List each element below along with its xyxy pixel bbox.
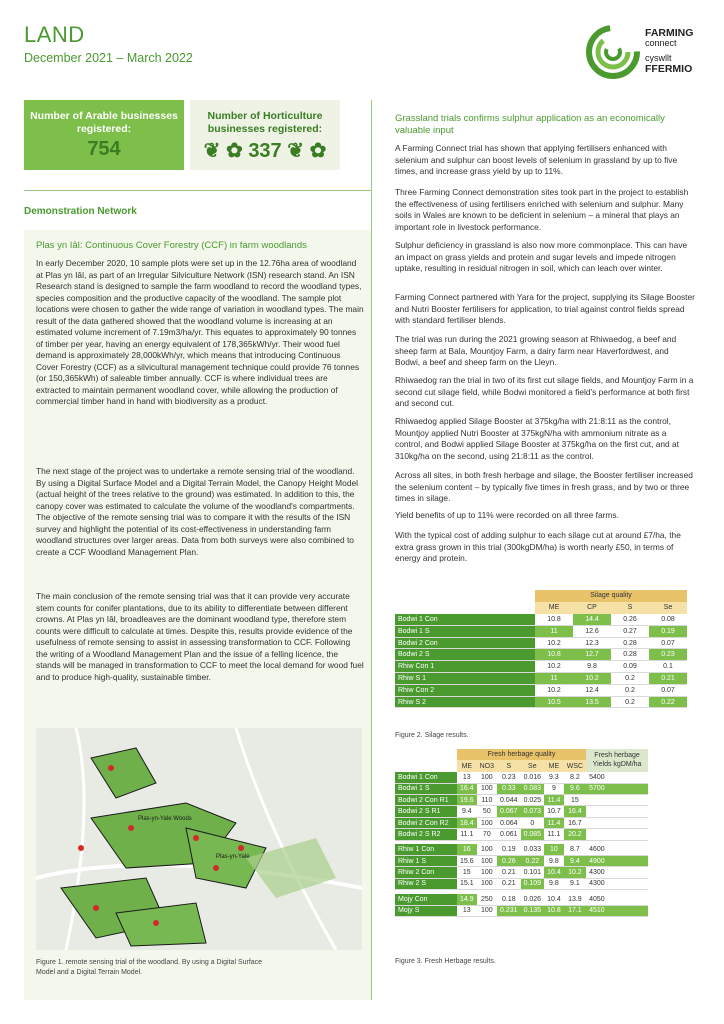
horticulture-stat-box bbox=[190, 100, 340, 170]
table-cell: 70 bbox=[477, 829, 497, 840]
table-cell: 13.9 bbox=[564, 894, 586, 905]
table-corner bbox=[395, 590, 535, 602]
arable-stat-box bbox=[24, 100, 184, 170]
table-row bbox=[395, 614, 687, 626]
table-cell: 0.135 bbox=[521, 905, 545, 916]
column-header: S bbox=[497, 760, 521, 771]
table-cell: 16.4 bbox=[457, 783, 477, 794]
table-cell: 0.085 bbox=[521, 829, 545, 840]
table-cell: 100 bbox=[477, 867, 497, 878]
column-header: ME bbox=[544, 760, 564, 771]
yield-cell bbox=[586, 806, 648, 817]
farming-connect-logo bbox=[585, 24, 705, 80]
map-label-woods: Plas-yn-Yale Woods bbox=[138, 816, 192, 822]
table-cell: 0.2 bbox=[611, 673, 649, 685]
table-row bbox=[395, 894, 648, 905]
yield-cell: 4510 bbox=[586, 905, 648, 916]
table-cell: 0.016 bbox=[521, 772, 545, 783]
page-title: LAND bbox=[24, 22, 85, 47]
figure-1-caption: Figure 1. remote sensing trial of the woodland. By using a Digital Surface Model and a Digital Terrain Model. bbox=[36, 959, 263, 976]
flower-icon: ✿ bbox=[309, 140, 327, 162]
table-cell: 100 bbox=[477, 772, 497, 783]
row-label: Bodwi 1 Con bbox=[395, 614, 535, 626]
table-cell: 0.025 bbox=[521, 795, 545, 806]
table-cell: 0.083 bbox=[521, 783, 545, 794]
section-heading: Demonstration Network bbox=[24, 206, 137, 217]
silage-quality-table bbox=[395, 590, 687, 708]
article-paragraph: A Farming Connect trial has shown that applying fertilisers enhanced with selenium and sulphur can boost levels of selenium in grassland by up to five times, and increase grass yield by up to 11%. bbox=[395, 143, 678, 176]
silage-group-header: Silage quality bbox=[535, 590, 687, 602]
table-cell: 10.7 bbox=[544, 806, 564, 817]
left-divider bbox=[24, 190, 371, 191]
table-row bbox=[395, 673, 687, 685]
horticulture-stat-label: Number of Horticulture businesses registered: bbox=[207, 110, 323, 135]
table-row bbox=[395, 844, 648, 855]
table-cell: 11.4 bbox=[544, 817, 564, 828]
yield-cell bbox=[586, 817, 648, 828]
table-cell: 100 bbox=[477, 878, 497, 889]
table-cell: 0.231 bbox=[497, 905, 521, 916]
table-cell: 13.5 bbox=[573, 696, 611, 708]
page-date: December 2021 – March 2022 bbox=[24, 51, 193, 65]
table-cell: 10 bbox=[544, 844, 564, 855]
column-header: Se bbox=[521, 760, 545, 771]
table-cell: 250 bbox=[477, 894, 497, 905]
yield-cell: 4050 bbox=[586, 894, 648, 905]
table-cell: 0.21 bbox=[649, 673, 687, 685]
table-cell: 10.4 bbox=[544, 867, 564, 878]
table-cell: 9.8 bbox=[544, 856, 564, 867]
table-cell: 8.7 bbox=[564, 844, 586, 855]
table-cell: 16.7 bbox=[564, 817, 586, 828]
article-paragraph: The next stage of the project was to undertake a remote sensing trial of the woodland. By using a Digital Surface Model and a Digital Terrain Model, the Canopy Height Model (actual height of the trees relative to the ground) was estimated. In addition to this, the canopy cover was estimated to calculate the volume of the woodland's compartments. The objective of the remote sensing trial was to compare it with the results of the ISN survey and highlight the potential of its cost-effectiveness in understanding farm woodland structures over larger areas. Data from both surveys were also combined to create a CCF Woodland Management Plan. bbox=[36, 466, 358, 557]
table-cell: 9.3 bbox=[544, 772, 564, 783]
row-label: Bodwi 2 Con R1 bbox=[395, 795, 457, 806]
table-row bbox=[395, 905, 648, 916]
table-cell: 9.4 bbox=[457, 806, 477, 817]
table-cell: 18.4 bbox=[457, 817, 477, 828]
logo-swirl-icon bbox=[585, 24, 641, 80]
table-cell: 10.2 bbox=[535, 661, 573, 673]
table-row bbox=[395, 817, 648, 828]
table-cell: 14.4 bbox=[573, 614, 611, 626]
table-cell: 15 bbox=[457, 867, 477, 878]
table-cell: 10.4 bbox=[544, 894, 564, 905]
row-label: Rhiw 2 Con bbox=[395, 867, 457, 878]
table-cell: 8.2 bbox=[564, 772, 586, 783]
table-cell: 0.064 bbox=[497, 817, 521, 828]
table-cell: 9 bbox=[544, 783, 564, 794]
table-cell: 10.2 bbox=[535, 684, 573, 696]
table-cell: 0.09 bbox=[611, 661, 649, 673]
yield-cell: 5700 bbox=[586, 783, 648, 794]
article-paragraph: The main conclusion of the remote sensing trial was that it can provide very accurate stem counts for conifer plantations, due to its ability to differentiate between different crowns. At Plas yn Iâl, broadleaves are the dominant woodland type, therefore stem counts were difficult to calculate at times. Despite this, results provide evidence of the usefulness of remote sensing to assist in assessing transformation to CCF. Following the writing of a Woodland Management Plan and the issue of a felling licence, the stands will be managed in transformation to CCF to meet the local demand for wood fuel and to produce high-quality, sustainable timber. bbox=[36, 591, 364, 682]
article-paragraph: Yield benefits of up to 11% were recorded on all three farms. bbox=[395, 510, 619, 520]
table-cell: 9.6 bbox=[564, 783, 586, 794]
yield-cell: 4300 bbox=[586, 867, 648, 878]
figure-3-caption: Figure 3. Fresh Herbage results. bbox=[395, 958, 496, 965]
article-subheading: Plas yn Iâl: Continuous Cover Forestry (CCF) in farm woodlands bbox=[36, 240, 307, 251]
arable-stat-value: 754 bbox=[87, 138, 121, 160]
table-cell: 12.4 bbox=[573, 684, 611, 696]
column-divider bbox=[371, 100, 372, 1000]
table-cell: 0.28 bbox=[611, 649, 649, 661]
table-cell: 19.6 bbox=[457, 795, 477, 806]
arable-stat-label: Number of Arable businesses registered: bbox=[30, 110, 178, 135]
table-cell: 10.2 bbox=[573, 673, 611, 685]
table-cell: 0.061 bbox=[497, 829, 521, 840]
woodland-map-graphic bbox=[36, 728, 362, 950]
table-cell: 15.6 bbox=[457, 856, 477, 867]
table-cell: 0.08 bbox=[649, 614, 687, 626]
table-cell: 9.4 bbox=[564, 856, 586, 867]
flower-icon: ✿ bbox=[225, 140, 243, 162]
table-row bbox=[395, 783, 648, 794]
row-label: Bodwi 2 S R1 bbox=[395, 806, 457, 817]
row-label: Bodwi 1 S bbox=[395, 783, 457, 794]
table-row bbox=[395, 795, 648, 806]
table-cell: 15.1 bbox=[457, 878, 477, 889]
table-cell: 0.19 bbox=[497, 844, 521, 855]
row-label: Mojy Con bbox=[395, 894, 457, 905]
table-cell: 13 bbox=[457, 772, 477, 783]
table-corner bbox=[395, 602, 535, 614]
table-corner bbox=[395, 760, 457, 771]
article-paragraph: In early December 2020, 10 sample plots were set up in the 12.76ha area of woodland at Plas yn Iâl, as part of an Irregular Silviculture Network (ISN) research stand. An ISN Research stand is designed to sample the farm woodland to record the woodland types, species composition and the productive capacity of the woodland. The sample plot locations were chosen to gather the wide range of variation in woodland types. The main result of the data gathered showed that the woodland volume is increasing at an estimated volume increment of 7.19m3/ha/yr. This equates to approximately 90 tonnes of timber per year, having an energy equivalent of 178,365kWh/yr. Their wood fuel demand is approximately 28,000kWh/yr, which means that introducing Continuous Cover Forestry (CCF) as a silvicultural management technique could provide 76 tonnes (or 150,365kWh) of saleable timber annually. CCF is where individual trees are extracted to maintain permanent woodland cover, while allowing the production of commercial timber hand in hand with biodiversity as a product. bbox=[36, 258, 364, 406]
table-row bbox=[395, 878, 648, 889]
table-cell: 15 bbox=[564, 795, 586, 806]
table-cell: 11 bbox=[535, 625, 573, 637]
figure-2-caption: Figure 2. Silage results. bbox=[395, 732, 469, 739]
table-cell: 12.3 bbox=[573, 637, 611, 649]
row-label: Rhiw 2 S bbox=[395, 878, 457, 889]
table-row bbox=[395, 856, 648, 867]
article-paragraph: The trial was run during the 2021 growing season at Rhiwaedog, a beef and sheep farm at Bala, Mountjoy Farm, a dairy farm near Haverfordwest, and Bodwi, a beef and sheep farm on the Lleyn. bbox=[395, 334, 677, 367]
table-cell: 0.21 bbox=[497, 878, 521, 889]
table-row bbox=[395, 806, 648, 817]
table-row bbox=[395, 661, 687, 673]
table-row bbox=[395, 684, 687, 696]
article-paragraph: With the typical cost of adding sulphur to each silage cut at around £7/ha, the extra grass grown in this trial (300kgDM/ha) is worth nearly £50, in terms of energy and protein. bbox=[395, 530, 681, 563]
article-paragraph: Across all sites, in both fresh herbage and silage, the Booster fertiliser increased the selenium content – by typically five times in fresh grass, and by two or three times in silage. bbox=[395, 470, 693, 503]
map-label-estate: Plas-yn-Yale bbox=[216, 854, 250, 860]
table-cell: 0.07 bbox=[649, 637, 687, 649]
logo-line-2: connect bbox=[645, 38, 677, 48]
table-row bbox=[395, 696, 687, 708]
yield-cell bbox=[586, 829, 648, 840]
table-cell: 13 bbox=[457, 905, 477, 916]
table-cell: 0.2 bbox=[611, 696, 649, 708]
table-cell: 12.7 bbox=[573, 649, 611, 661]
table-cell: 12.6 bbox=[573, 625, 611, 637]
table-cell: 10.8 bbox=[535, 614, 573, 626]
logo-line-4: FFERMIO bbox=[645, 63, 693, 75]
row-label: Bodwi 2 Con bbox=[395, 637, 535, 649]
table-cell: 100 bbox=[477, 844, 497, 855]
table-cell: 0.26 bbox=[497, 856, 521, 867]
table-cell: 17.1 bbox=[564, 905, 586, 916]
fresh-herbage-table bbox=[395, 749, 648, 917]
woodland-map bbox=[36, 728, 362, 950]
table-cell: 10.2 bbox=[535, 637, 573, 649]
row-label: Rhiw 1 S bbox=[395, 856, 457, 867]
table-row bbox=[395, 625, 687, 637]
table-cell: 14.9 bbox=[457, 894, 477, 905]
column-header: S bbox=[611, 602, 649, 614]
table-cell: 0.22 bbox=[649, 696, 687, 708]
table-cell: 0.1 bbox=[649, 661, 687, 673]
column-header: WSC bbox=[564, 760, 586, 771]
table-cell: 0.067 bbox=[497, 806, 521, 817]
table-cell: 0.044 bbox=[497, 795, 521, 806]
table-row bbox=[395, 829, 648, 840]
table-cell: 0.23 bbox=[649, 649, 687, 661]
table-cell: 0.101 bbox=[521, 867, 545, 878]
table-corner bbox=[395, 749, 457, 760]
table-cell: 0.2 bbox=[611, 684, 649, 696]
table-cell: 11.1 bbox=[457, 829, 477, 840]
row-label: Mojy S bbox=[395, 905, 457, 916]
seedling-icon: ❦ bbox=[287, 140, 305, 162]
table-cell: 10.8 bbox=[535, 649, 573, 661]
seedling-icon: ❦ bbox=[203, 140, 221, 162]
herbage-group-header: Fresh herbage quality bbox=[457, 749, 586, 760]
table-cell: 100 bbox=[477, 817, 497, 828]
table-cell: 100 bbox=[477, 783, 497, 794]
row-label: Bodwi 2 S R2 bbox=[395, 829, 457, 840]
article-paragraph: Farming Connect partnered with Yara for the project, supplying its Silage Booster and Nutri Booster fertilisers for application, to trial against control fields spread with standard fertiliser blends. bbox=[395, 292, 695, 325]
table-cell: 0 bbox=[521, 817, 545, 828]
column-header: CP bbox=[573, 602, 611, 614]
table-cell: 0.109 bbox=[521, 878, 545, 889]
table-row bbox=[395, 867, 648, 878]
table-row bbox=[395, 637, 687, 649]
table-row bbox=[395, 772, 648, 783]
horticulture-stat-value: 337 bbox=[248, 140, 282, 162]
yield-cell: 5400 bbox=[586, 772, 648, 783]
column-header: ME bbox=[535, 602, 573, 614]
yield-cell: 4300 bbox=[586, 878, 648, 889]
table-cell: 0.21 bbox=[497, 867, 521, 878]
table-cell: 100 bbox=[477, 905, 497, 916]
table-cell: 0.26 bbox=[611, 614, 649, 626]
table-cell: 110 bbox=[477, 795, 497, 806]
yield-cell bbox=[586, 795, 648, 806]
article-heading: Grassland trials confirms sulphur application as an economically valuable input bbox=[395, 113, 665, 136]
logo-line-1: FARMING bbox=[645, 27, 694, 39]
column-header: Se bbox=[649, 602, 687, 614]
table-cell: 0.07 bbox=[649, 684, 687, 696]
table-cell: 0.19 bbox=[649, 625, 687, 637]
table-cell: 11.1 bbox=[544, 829, 564, 840]
table-cell: 0.22 bbox=[521, 856, 545, 867]
row-label: Rhiw Con 1 bbox=[395, 661, 535, 673]
column-header: NO3 bbox=[477, 760, 497, 771]
logo-line-3: cyswllt bbox=[645, 53, 672, 63]
table-cell: 20.2 bbox=[564, 829, 586, 840]
table-cell: 0.18 bbox=[497, 894, 521, 905]
table-cell: 9.1 bbox=[564, 878, 586, 889]
table-cell: 100 bbox=[477, 856, 497, 867]
article-paragraph: Rhiwaedog applied Silage Booster at 375kg/ha with 21:8:11 as the control, Mountjoy applied Nutri Booster at 375kgN/ha with ammonium nitrate as a control, and Bodwi applied Silage Booster at 375kg/ha on the first cut, and at 310kg/ha on the second, using 21:8:11 as the control. bbox=[395, 416, 680, 461]
table-cell: 11.4 bbox=[544, 795, 564, 806]
article-paragraph: Three Farming Connect demonstration sites took part in the project to establish the effectiveness of using fertilisers enriched with selenium and sulphur. Many soils in Wales are known to be deficient in selenium – a mineral that plays an important role in livestock performance. bbox=[395, 187, 689, 232]
row-label: Bodwi 1 S bbox=[395, 625, 535, 637]
row-label: Bodwi 1 Con bbox=[395, 772, 457, 783]
article-paragraph: Rhiwaedog ran the trial in two of its first cut silage fields, and Mountjoy Farm in a second cut silage field, while Bodwi monitored a field's performance at both first and second cut. bbox=[395, 375, 694, 408]
table-cell: 0.23 bbox=[497, 772, 521, 783]
horticulture-stat-row bbox=[190, 138, 340, 163]
table-cell: 0.27 bbox=[611, 625, 649, 637]
yield-cell: 4900 bbox=[586, 856, 648, 867]
table-cell: 0.28 bbox=[611, 637, 649, 649]
table-cell: 10.2 bbox=[564, 867, 586, 878]
table-cell: 0.33 bbox=[497, 783, 521, 794]
row-label: Rhiw 1 Con bbox=[395, 844, 457, 855]
row-label: Rhiw S 2 bbox=[395, 696, 535, 708]
row-label: Rhiw S 1 bbox=[395, 673, 535, 685]
table-cell: 0.073 bbox=[521, 806, 545, 817]
table-row bbox=[395, 649, 687, 661]
table-cell: 50 bbox=[477, 806, 497, 817]
table-cell: 9.8 bbox=[544, 878, 564, 889]
table-cell: 16 bbox=[457, 844, 477, 855]
row-label: Bodwi 2 Con R2 bbox=[395, 817, 457, 828]
row-label: Rhiw Con 2 bbox=[395, 684, 535, 696]
table-cell: 10.5 bbox=[535, 696, 573, 708]
table-cell: 9.8 bbox=[573, 661, 611, 673]
yield-header: Fresh herbage Yields kgDM/ha bbox=[586, 749, 648, 772]
table-cell: 11 bbox=[535, 673, 573, 685]
yield-cell: 4600 bbox=[586, 844, 648, 855]
table-cell: 10.8 bbox=[544, 905, 564, 916]
table-cell: 0.033 bbox=[521, 844, 545, 855]
article-paragraph: Sulphur deficiency in grassland is also now more commonplace. This can have an impact on grass yields and protein and sugar levels and impede nitrogen uptake, resulting in residual nitrogen in soil, which can leach over winter. bbox=[395, 240, 688, 273]
table-cell: 16.4 bbox=[564, 806, 586, 817]
row-label: Bodwi 2 S bbox=[395, 649, 535, 661]
table-cell: 0.026 bbox=[521, 894, 545, 905]
column-header: ME bbox=[457, 760, 477, 771]
